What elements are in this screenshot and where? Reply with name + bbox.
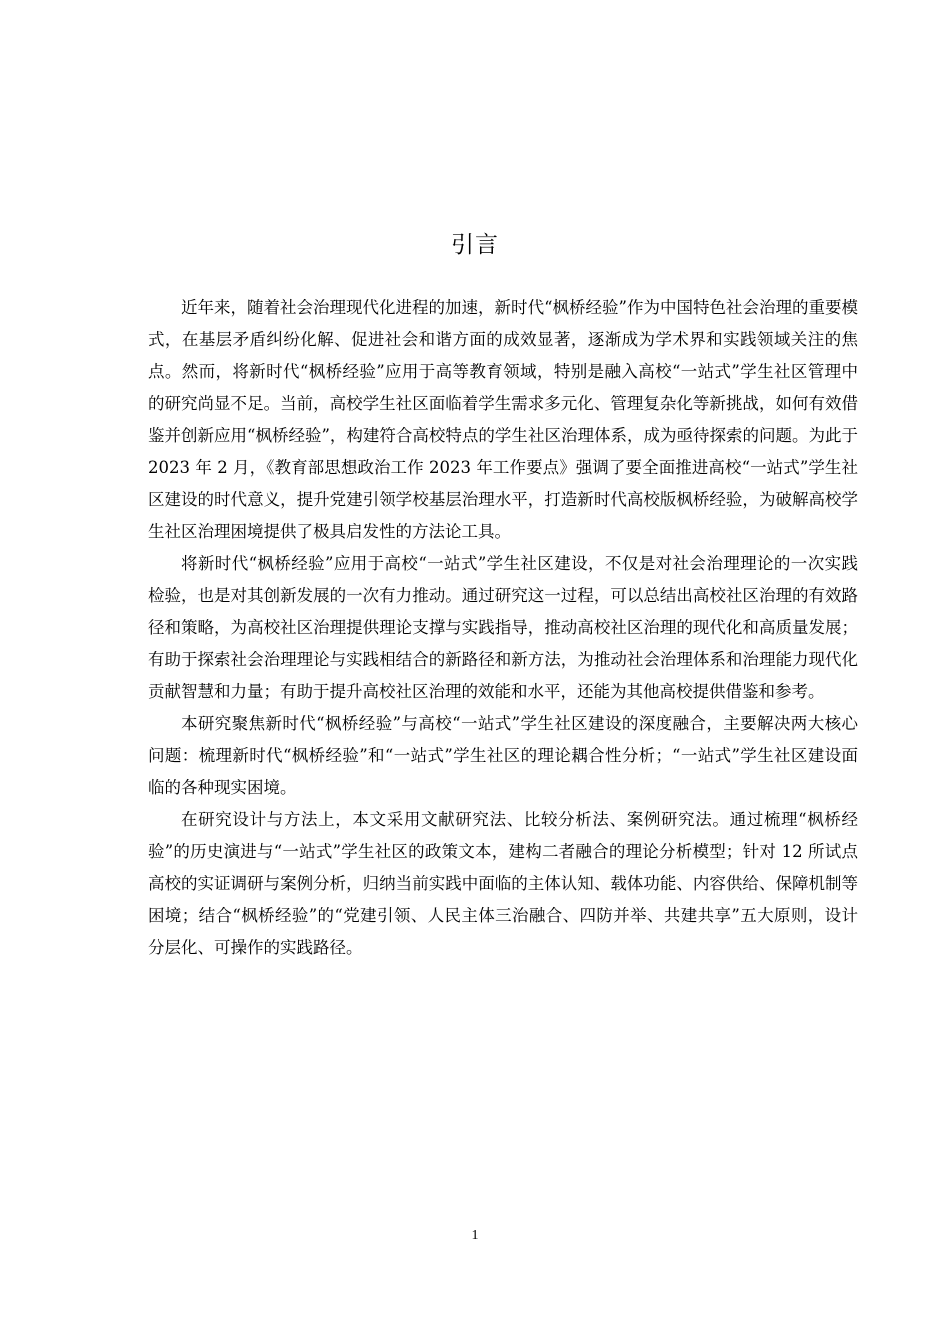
paragraph-4: 在研究设计与方法上，本文采用文献研究法、比较分析法、案例研究法。通过梳理“枫桥经验”的历史演进与“一站式”学生社区的政策文本，建构二者融合的理论分析模型；针对 12 所试点高校的实证调研与案例分析，归纳当前实践中面临的主体认知、载体功能、内容供给、保障机制等困境；结合“枫桥经验”的“党建引领、人民主体三治融合、四防并举、共建共享”五大原则，设计分层化、可操作的实践路径。 [148, 810, 858, 957]
section-title: 引言 [451, 232, 499, 258]
paragraph-1: 近年来，随着社会治理现代化进程的加速，新时代“枫桥经验”作为中国特色社会治理的重要模式，在基层矛盾纠纷化解、促进社会和谐方面的成效显著，逐渐成为学术界和实践领域关注的焦点。然而，将新时代“枫桥经验”应用于高等教育领域，特别是融入高校“一站式”学生社区管理中的研究尚显不足。当前，高校学生社区面临着学生需求多元化、管理复杂化等新挑战，如何有效借鉴并创新应用“枫桥经验”，构建符合高校特点的学生社区治理体系，成为亟待探索的问题。为此于 2023 年 2 月，《教育部思想政治工作 2023 年工作要点》强调了要全面推进高校“一站式”学生社区建设的时代意义，提升党建引领学校基层治理水平，打造新时代高校版枫桥经验，为破解高校学生社区治理困境提供了极具启发性的方法论工具。 [148, 298, 858, 541]
paragraph-3: 本研究聚焦新时代“枫桥经验”与高校“一站式”学生社区建设的深度融合，主要解决两大核心问题：梳理新时代“枫桥经验”和“一站式”学生社区的理论耦合性分析；“一站式”学生社区建设面临的各种现实困境。 [148, 714, 858, 797]
page-number: 1 [471, 1228, 479, 1243]
paragraph-2: 将新时代“枫桥经验”应用于高校“一站式”学生社区建设，不仅是对社会治理理论的一次实践检验，也是对其创新发展的一次有力推动。通过研究这一过程，可以总结出高校社区治理的有效路径和策略，为高校社区治理提供理论支撑与实践指导，推动高校社区治理的现代化和高质量发展；有助于探索社会治理理论与实践相结合的新路径和新方法，为推动社会治理体系和治理能力现代化贡献智慧和力量；有助于提升高校社区治理的效能和水平，还能为其他高校提供借鉴和参考。 [148, 554, 858, 701]
body-text [148, 292, 858, 964]
